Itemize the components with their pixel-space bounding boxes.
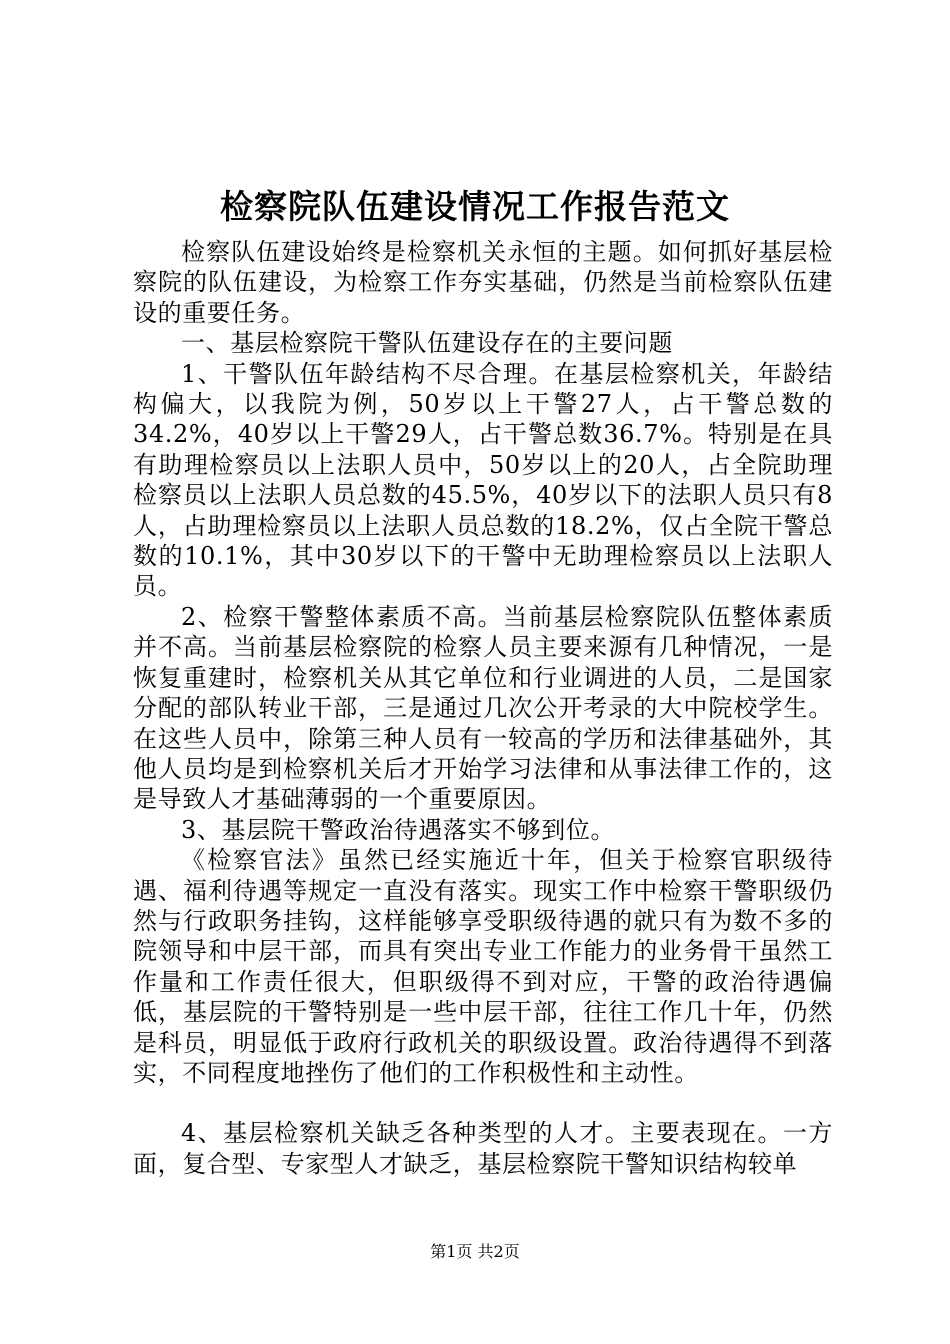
paragraph-point-4: 4、基层检察机关缺乏各种类型的人才。主要表现在。一方面，复合型、专家型人才缺乏，基层检察院干警知识结构较单	[133, 1119, 833, 1178]
paragraph-point-3-detail: 《检察官法》虽然已经实施近十年，但关于检察官职级待遇、福利待遇等规定一直没有落实。现实工作中检察干警职级仍然与行政职务挂钩，这样能够享受职级待遇的就只有为数不多的院领导和中层干部，而具有突出专业工作能力的业务骨干虽然工作量和工作责任很大，但职级得不到对应，干警的政治待遇偏低，基层院的干警特别是一些中层干部，往往工作几十年，仍然是科员，明显低于政府行政机关的职级设置。政治待遇得不到落实，不同程度地挫伤了他们的工作积极性和主动性。	[133, 846, 833, 1087]
paragraph-point-3: 3、基层院干警政治待遇落实不够到位。	[181, 815, 616, 844]
document-title: 检察院队伍建设情况工作报告范文	[220, 187, 730, 226]
paragraph-gap	[133, 1088, 833, 1118]
page-number: 第1页 共2页	[430, 1242, 520, 1261]
paragraph-intro: 检察队伍建设始终是检察机关永恒的主题。如何抓好基层检察院的队伍建设，为检察工作夯实基础，仍然是当前检察队伍建设的重要任务。	[133, 238, 833, 327]
section-heading-problems: 一、基层检察院干警队伍建设存在的主要问题	[181, 329, 673, 358]
paragraph-point-2: 2、检察干警整体素质不高。当前基层检察院队伍整体素质并不高。当前基层检察院的检察人员主要来源有几种情况，一是恢复重建时，检察机关从其它单位和行业调进的人员，二是国家分配的部队转业干部，三是通过几次公开考录的大中院校学生。在这些人员中，除第三种人员有一较高的学历和法律基础外，其他人员均是到检察机关后才开始学习法律和从事法律工作的，这是导致人才基础薄弱的一个重要原因。	[133, 602, 833, 814]
document-body	[133, 237, 833, 1179]
paragraph-point-1: 1、干警队伍年龄结构不尽合理。在基层检察机关，年龄结构偏大，以我院为例，50岁以上干警27人，占干警总数的34.2%，40岁以上干警29人，占干警总数36.7%。特别是在具有助理检察员以上法职人员中，50岁以上的20人，占全院助理检察员以上法职人员总数的45.5%，40岁以下的法职人员只有8人，占助理检察员以上法职人员总数的18.2%，仅占全院干警总数的10.1%，其中30岁以下的干警中无助理检察员以上法职人员。	[133, 359, 833, 601]
